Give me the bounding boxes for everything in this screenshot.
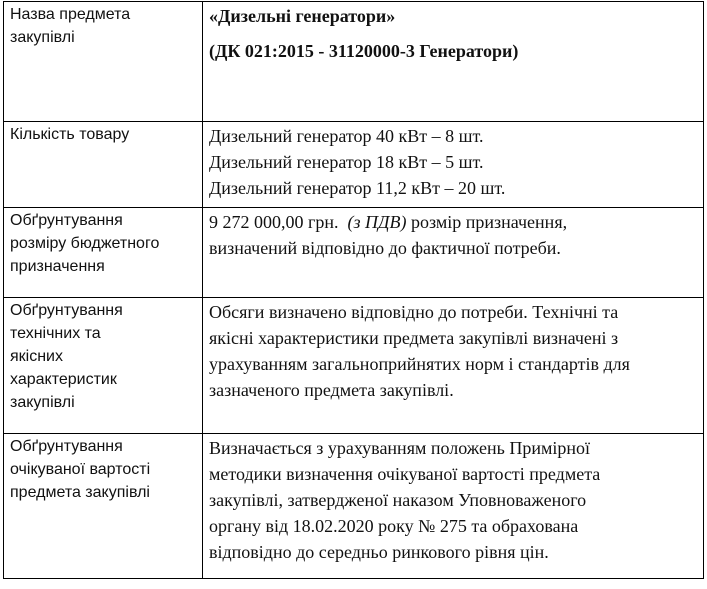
subject-cpv-code: (ДК 021:2015 - 31120000-3 Генератори)	[209, 41, 519, 61]
label-line: технічних та	[10, 325, 101, 342]
text-line: органу від 18.02.2020 року № 275 та обрахована	[209, 516, 579, 536]
text-line: Визначається з урахуванням положень Примірної	[209, 438, 590, 458]
label-line: Назва предмета	[10, 6, 131, 23]
text-line: відповідно до середньо ринкового рівня цін.	[209, 542, 549, 562]
text-line: якісні характеристики предмета закупівлі визначені з	[209, 328, 619, 348]
text-line: методики визначення очікуваної вартості предмета	[209, 464, 601, 484]
table-row	[4, 208, 704, 298]
label-line: якісних	[10, 348, 63, 365]
label-line: розміру бюджетного	[10, 235, 160, 252]
table-row	[4, 2, 704, 122]
text-line: закупівлі, затвердженої наказом Уповноваженого	[209, 490, 587, 510]
label-line: закупівлі	[10, 394, 75, 411]
list-item: Дизельний генератор 18 кВт – 5 шт.	[209, 152, 484, 172]
budget-line-1	[209, 209, 697, 235]
table-row	[4, 434, 704, 579]
budget-amount: 9 272 000,00 грн.	[209, 212, 339, 232]
row-value-quantity	[203, 122, 704, 208]
row-label-budget	[4, 208, 203, 298]
table-row	[4, 298, 704, 434]
row-label-quantity	[4, 122, 203, 208]
row-value-expected-cost	[203, 434, 704, 579]
list-item: Дизельний генератор 40 кВт – 8 шт.	[209, 126, 484, 146]
text-line: Обсяги визначено відповідно до потреби. Технічні та	[209, 302, 619, 322]
label-line: Обґрунтування	[10, 438, 123, 455]
label-line: закупівлі	[10, 29, 75, 46]
text-line: зазначеного предмета закупівлі.	[209, 380, 454, 400]
row-value-technical	[203, 298, 704, 434]
budget-line-2: визначений відповідно до фактичної потреби.	[209, 238, 561, 258]
label-line: предмета закупівлі	[10, 484, 150, 501]
table-row	[4, 122, 704, 208]
procurement-info-table	[3, 1, 704, 579]
subject-title: «Дизельні генератори»	[209, 6, 396, 26]
budget-line-1-rest: розмір призначення,	[406, 212, 568, 232]
label-line: Кількість товару	[10, 126, 130, 143]
row-label-expected-cost	[4, 434, 203, 579]
label-line: характеристик	[10, 371, 117, 388]
text-line: урахуванням загальноприйнятих норм і стандартів для	[209, 354, 630, 374]
label-line: очікуваної вартості	[10, 461, 151, 478]
row-label-technical	[4, 298, 203, 434]
row-value-budget	[203, 208, 704, 298]
label-line: Обґрунтування	[10, 212, 123, 229]
vat-note: (з ПДВ)	[347, 212, 407, 232]
label-line: Обґрунтування	[10, 302, 123, 319]
list-item: Дизельний генератор 11,2 кВт – 20 шт.	[209, 178, 506, 198]
row-label-subject	[4, 2, 203, 122]
row-value-subject	[203, 2, 704, 122]
label-line: призначення	[10, 258, 105, 275]
